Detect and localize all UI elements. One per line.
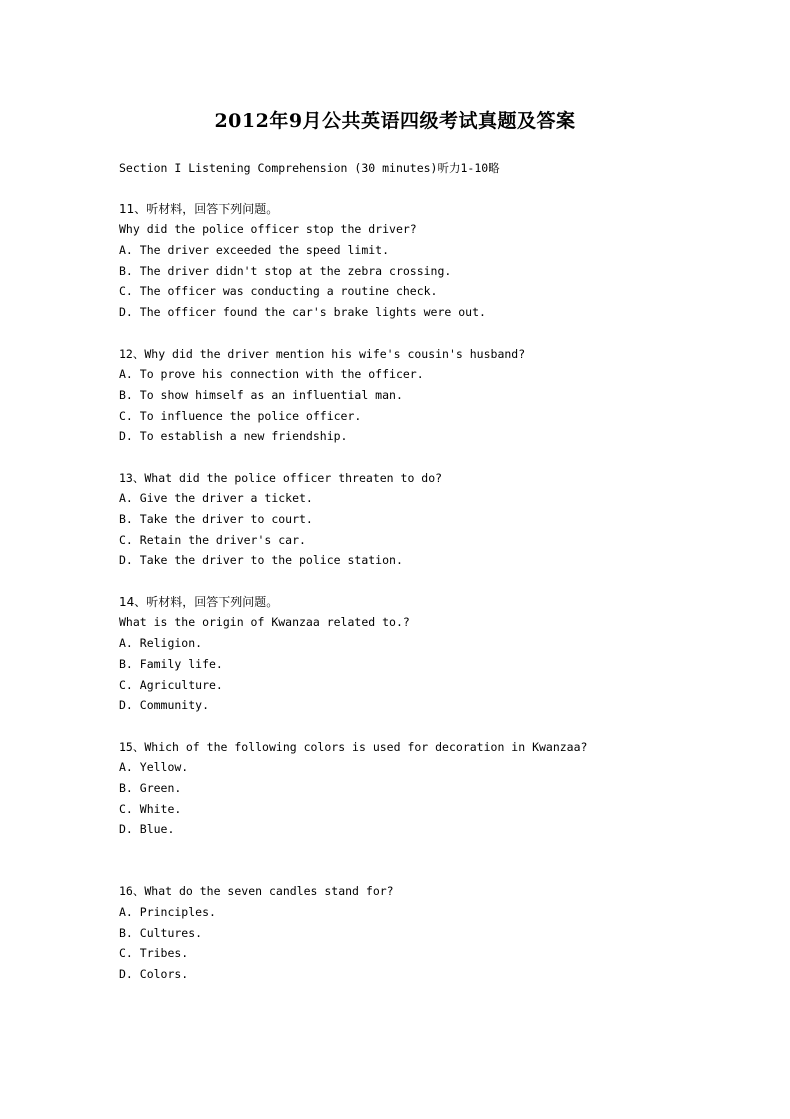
question-15 <box>119 737 739 840</box>
option-d: D. Community. <box>119 698 210 713</box>
option-a: A. Principles. <box>119 905 216 920</box>
option-b: B. Family life. <box>119 656 223 671</box>
question-14 <box>119 592 739 716</box>
option-c: C. To influence the police officer. <box>119 408 362 423</box>
option-d: D. Take the driver to the police station. <box>119 553 403 568</box>
question-heading: 11、听材料，回答下列问题。 <box>119 201 279 216</box>
option-a: A. Give the driver a ticket. <box>119 491 313 506</box>
option-d: D. The officer found the car's brake lights were out. <box>119 305 486 320</box>
question-prompt: 13、What did the police officer threaten to do? <box>119 470 443 485</box>
option-d: D. Blue. <box>119 822 175 837</box>
option-c: C. Agriculture. <box>119 677 223 692</box>
option-a: A. Religion. <box>119 636 203 651</box>
option-d: D. To establish a new friendship. <box>119 429 348 444</box>
option-a: A. The driver exceeded the speed limit. <box>119 243 390 258</box>
option-a: A. Yellow. <box>119 760 189 775</box>
option-c: C. White. <box>119 801 182 816</box>
question-12 <box>119 344 739 447</box>
option-b: B. Take the driver to court. <box>119 512 313 526</box>
question-11 <box>119 199 739 323</box>
document-title: 2012年9月公共英语四级考试真题及答案 <box>214 110 576 132</box>
section-heading: Section I Listening Comprehension (30 minutes)听力1-10略 <box>119 161 500 175</box>
document-body <box>119 158 739 1006</box>
option-b: B. Cultures. <box>119 925 203 940</box>
question-prompt: What is the origin of Kwanzaa related to.? <box>119 615 410 630</box>
question-prompt: 12、Why did the driver mention his wife's cousin's husband? <box>119 346 526 361</box>
question-13 <box>119 468 739 571</box>
option-c: C. Retain the driver's car. <box>119 532 306 547</box>
question-prompt: 15、Which of the following colors is used for decoration in Kwanzaa? <box>119 739 588 754</box>
option-b: B. To show himself as an influential man. <box>119 387 403 402</box>
question-16 <box>119 881 739 984</box>
option-c: C. Tribes. <box>119 946 189 961</box>
question-prompt: 16、What do the seven candles stand for? <box>119 884 394 899</box>
option-a: A. To prove his connection with the officer. <box>119 367 424 382</box>
option-d: D. Colors. <box>119 967 189 982</box>
question-heading: 14、听材料，回答下列问题。 <box>119 594 279 609</box>
option-b: B. Green. <box>119 780 182 795</box>
option-b: B. The driver didn't stop at the zebra crossing. <box>119 263 452 278</box>
question-prompt: Why did the police officer stop the driver? <box>119 222 417 237</box>
option-c: C. The officer was conducting a routine check. <box>119 284 438 299</box>
